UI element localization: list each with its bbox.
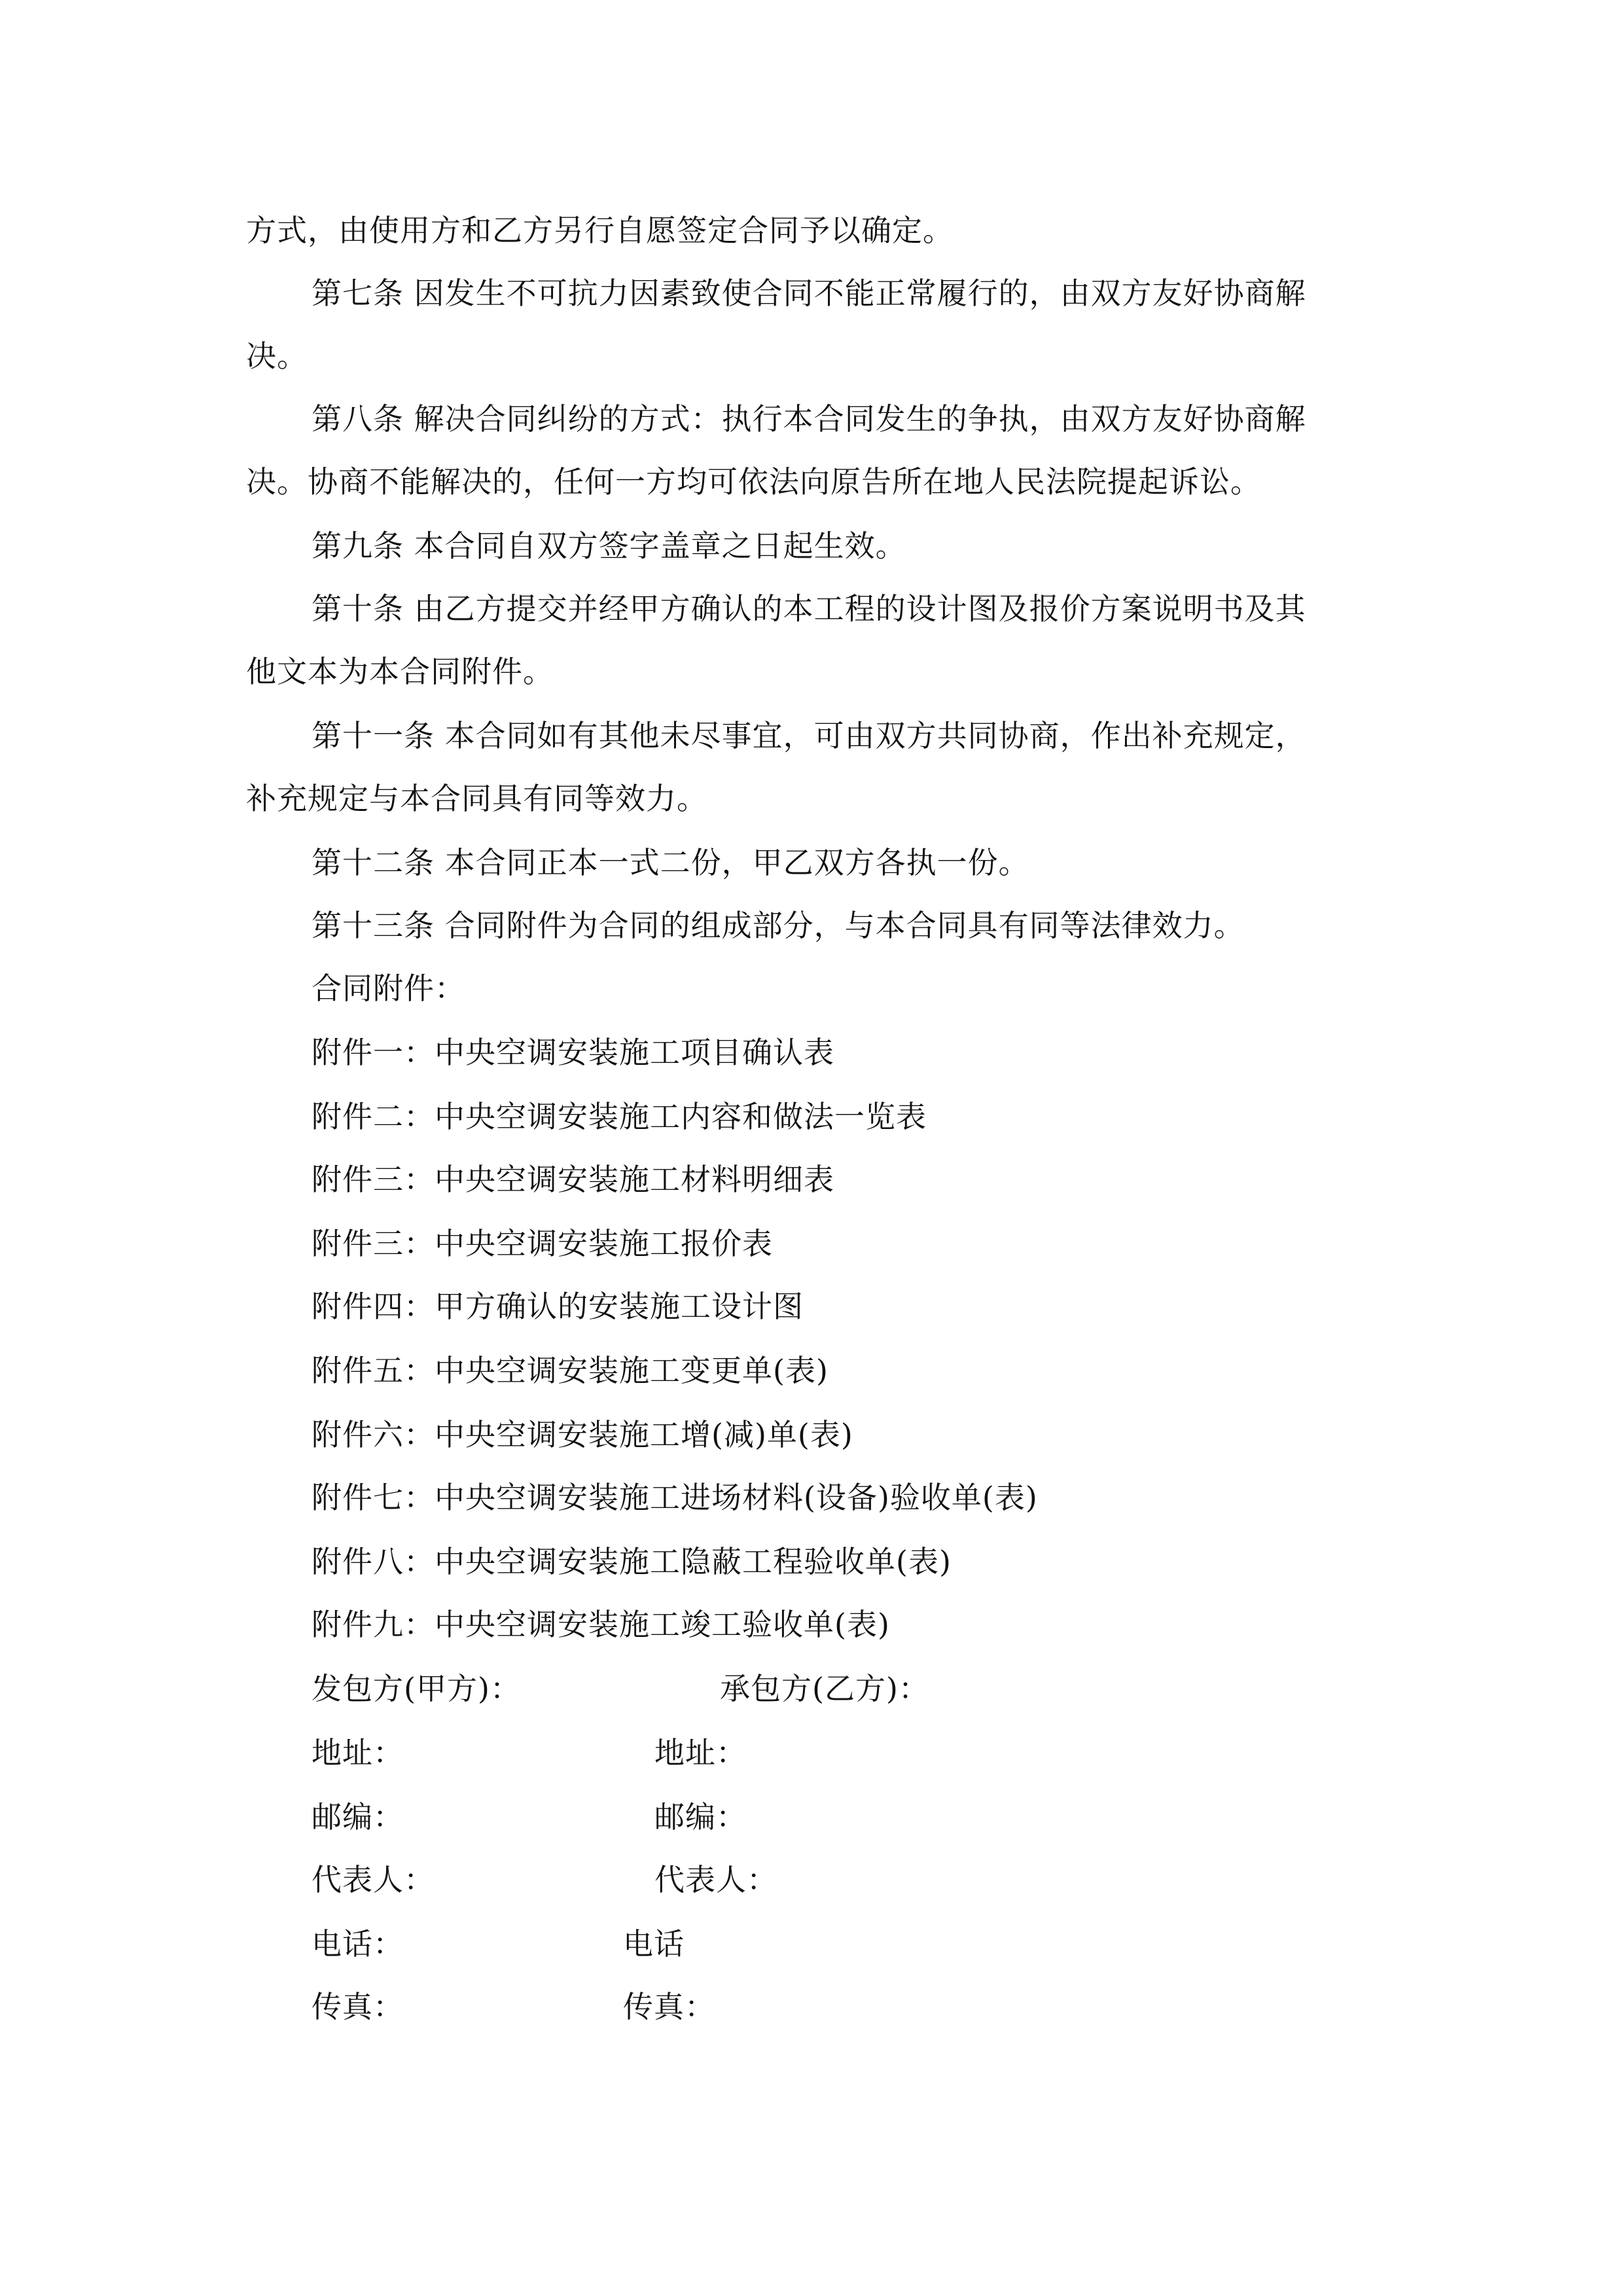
- article-9: 第九条 本合同自双方签字盖章之日起生效。: [312, 528, 906, 564]
- attachment-item: 附件三：中央空调安装施工报价表: [312, 1226, 773, 1261]
- party-a-representative: 代表人：: [312, 1862, 435, 1897]
- party-b-postcode: 邮编：: [654, 1799, 747, 1835]
- party-b-phone: 电话: [623, 1926, 685, 1962]
- attachment-item: 附件三：中央空调安装施工材料明细表: [312, 1162, 834, 1197]
- attachment-item: 附件七：中央空调安装施工进场材料(设备)验收单(表): [312, 1480, 1038, 1515]
- article-13: 第十三条 合同附件为合同的组成部分，与本合同具有同等法律效力。: [312, 908, 1245, 943]
- article-11: 第十一条 本合同如有其他未尽事宜，可由双方共同协商，作出补充规定，: [312, 718, 1306, 753]
- party-b-label: 承包方(乙方)：: [720, 1671, 929, 1706]
- attachment-item: 附件一：中央空调安装施工项目确认表: [312, 1035, 834, 1070]
- article-7: 第七条 因发生不可抗力因素致使合同不能正常履行的，由双方友好协商解: [312, 276, 1306, 311]
- party-a-label: 发包方(甲方)：: [312, 1671, 521, 1706]
- attachment-item: 附件五：中央空调安装施工变更单(表): [312, 1353, 829, 1388]
- party-a-postcode: 邮编：: [312, 1799, 404, 1835]
- text-line: 他文本为本合同附件。: [246, 654, 554, 689]
- attachment-item: 附件四：甲方确认的安装施工设计图: [312, 1289, 804, 1324]
- attachments-heading: 合同附件：: [312, 971, 465, 1006]
- text-line: 方式，由使用方和乙方另行自愿签定合同予以确定。: [246, 213, 954, 248]
- attachment-item: 附件六：中央空调安装施工增(减)单(表): [312, 1417, 853, 1452]
- text-line: 决。协商不能解决的，任何一方均可依法向原告所在地人民法院提起诉讼。: [246, 464, 1261, 499]
- article-8: 第八条 解决合同纠纷的方式：执行本合同发生的争执，由双方友好协商解: [312, 401, 1306, 437]
- attachment-item: 附件九：中央空调安装施工竣工验收单(表): [312, 1607, 890, 1642]
- attachment-item: 附件八：中央空调安装施工隐蔽工程验收单(表): [312, 1544, 952, 1579]
- party-b-representative: 代表人：: [654, 1862, 777, 1897]
- party-b-address: 地址：: [654, 1735, 747, 1770]
- party-a-fax: 传真：: [312, 1989, 404, 2024]
- article-12: 第十二条 本合同正本一式二份，甲乙双方各执一份。: [312, 845, 1029, 880]
- text-line: 决。: [246, 338, 308, 374]
- attachment-item: 附件二：中央空调安装施工内容和做法一览表: [312, 1099, 927, 1134]
- text-line: 补充规定与本合同具有同等效力。: [246, 781, 707, 816]
- party-a-phone: 电话：: [312, 1926, 404, 1962]
- article-10: 第十条 由乙方提交并经甲方确认的本工程的设计图及报价方案说明书及其: [312, 591, 1306, 626]
- party-b-fax: 传真：: [623, 1989, 715, 2024]
- party-a-address: 地址：: [312, 1735, 404, 1770]
